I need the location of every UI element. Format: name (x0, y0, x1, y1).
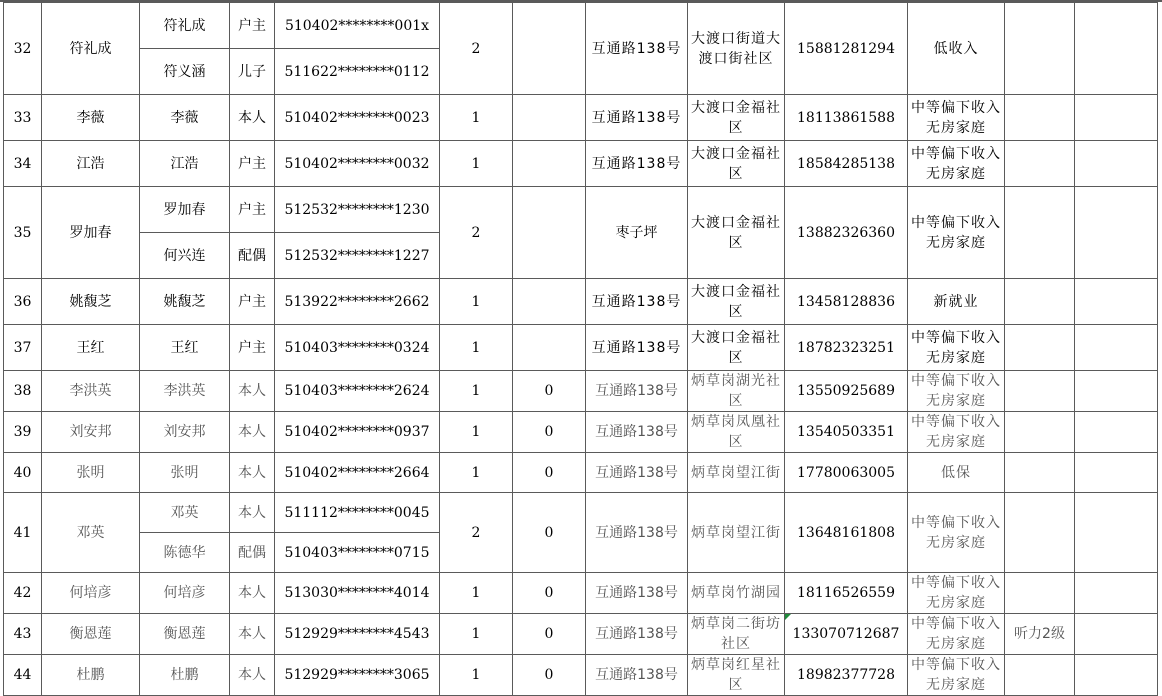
cell-community[interactable]: 大渡口金福社区 (688, 325, 785, 371)
cell-type[interactable]: 中等偏下收入无房家庭 (908, 371, 1005, 412)
cell-household-count[interactable]: 2 (440, 187, 513, 279)
cell-type[interactable]: 新就业 (908, 279, 1005, 325)
cell-community[interactable]: 大渡口金福社区 (688, 95, 785, 141)
cell-relation[interactable]: 本人 (230, 412, 275, 453)
cell-no[interactable]: 35 (4, 187, 42, 279)
cell-member-name[interactable]: 江浩 (140, 141, 230, 187)
cell-id-number[interactable]: 511112********0045 (275, 493, 440, 533)
cell-note[interactable] (1005, 279, 1075, 325)
cell-empty[interactable] (1075, 141, 1158, 187)
cell-community[interactable]: 大渡口街道大渡口街社区 (688, 3, 785, 95)
cell-phone[interactable]: 13540503351 (785, 412, 908, 453)
cell-applicant[interactable]: 邓英 (42, 493, 140, 573)
cell-id-number[interactable]: 513922********2662 (275, 279, 440, 325)
cell-type[interactable]: 中等偏下收入无房家庭 (908, 412, 1005, 453)
cell-phone[interactable]: 13458128836 (785, 279, 908, 325)
table-row (4, 493, 1158, 533)
cell-id-number[interactable]: 510403********0715 (275, 533, 440, 573)
cell-empty[interactable] (1075, 3, 1158, 95)
cell-relation[interactable]: 户主 (230, 325, 275, 371)
cell-id-number[interactable]: 513030********4014 (275, 573, 440, 614)
cell-id-number[interactable]: 512929********4543 (275, 614, 440, 655)
table-row (4, 187, 1158, 233)
cell-member-name[interactable]: 杜鹏 (140, 655, 230, 696)
cell-col6[interactable] (513, 95, 586, 141)
cell-community[interactable]: 大渡口金福社区 (688, 141, 785, 187)
cell-community[interactable]: 炳草岗湖光社区 (688, 371, 785, 412)
cell-relation[interactable]: 本人 (230, 614, 275, 655)
cell-id-number[interactable]: 510402********0937 (275, 412, 440, 453)
cell-empty[interactable] (1075, 573, 1158, 614)
cell-type[interactable]: 中等偏下收入无房家庭 (908, 573, 1005, 614)
cell-address[interactable]: 互通路138号 (586, 141, 688, 187)
cell-household-count[interactable]: 2 (440, 493, 513, 573)
cell-empty[interactable] (1075, 453, 1158, 493)
cell-community[interactable]: 炳草岗红星社区 (688, 655, 785, 696)
cell-address[interactable]: 枣子坪 (586, 187, 688, 279)
cell-col6[interactable] (513, 279, 586, 325)
cell-col6[interactable]: 0 (513, 412, 586, 453)
cell-id-number[interactable]: 510402********0023 (275, 95, 440, 141)
cell-address[interactable]: 互通路138号 (586, 453, 688, 493)
cell-address[interactable]: 互通路138号 (586, 279, 688, 325)
cell-no[interactable]: 44 (4, 655, 42, 696)
cell-address[interactable]: 互通路138号 (586, 95, 688, 141)
cell-address[interactable]: 互通路138号 (586, 325, 688, 371)
cell-empty[interactable] (1075, 655, 1158, 696)
table-body (4, 3, 1158, 696)
cell-no[interactable]: 36 (4, 279, 42, 325)
cell-empty[interactable] (1075, 493, 1158, 573)
cell-applicant[interactable]: 李洪英 (42, 371, 140, 412)
cell-phone[interactable]: 18982377728 (785, 655, 908, 696)
table-row (4, 95, 1158, 141)
cell-type[interactable]: 低保 (908, 453, 1005, 493)
table-row (4, 3, 1158, 49)
cell-phone[interactable]: 15881281294 (785, 3, 908, 95)
cell-phone[interactable]: 18584285138 (785, 141, 908, 187)
cell-household-count[interactable]: 1 (440, 141, 513, 187)
cell-type[interactable]: 低收入 (908, 3, 1005, 95)
cell-id-number[interactable]: 510402********2664 (275, 453, 440, 493)
cell-phone[interactable]: 18116526559 (785, 573, 908, 614)
cell-relation[interactable]: 户主 (230, 279, 275, 325)
cell-address[interactable]: 互通路138号 (586, 655, 688, 696)
cell-address[interactable]: 互通路138号 (586, 412, 688, 453)
table-row (4, 279, 1158, 325)
cell-member-name[interactable]: 何培彦 (140, 573, 230, 614)
cell-col6[interactable]: 0 (513, 493, 586, 573)
applicant-table (3, 2, 1158, 696)
cell-address[interactable]: 互通路138号 (586, 3, 688, 95)
cell-member-name[interactable]: 陈德华 (140, 533, 230, 573)
cell-phone[interactable]: 18782323251 (785, 325, 908, 371)
table-row (4, 655, 1158, 696)
cell-type[interactable]: 中等偏下收入无房家庭 (908, 95, 1005, 141)
cell-address[interactable]: 互通路138号 (586, 493, 688, 573)
cell-phone[interactable]: 13550925689 (785, 371, 908, 412)
table-row (4, 141, 1158, 187)
cell-empty[interactable] (1075, 95, 1158, 141)
cell-phone[interactable]: 17780063005 (785, 453, 908, 493)
cell-note[interactable] (1005, 95, 1075, 141)
cell-empty[interactable] (1075, 279, 1158, 325)
cell-applicant[interactable]: 衡恩莲 (42, 614, 140, 655)
cell-relation[interactable]: 本人 (230, 371, 275, 412)
cell-community[interactable]: 炳草岗望江街 (688, 493, 785, 573)
cell-no[interactable]: 40 (4, 453, 42, 493)
cell-note[interactable] (1005, 141, 1075, 187)
cell-member-name[interactable]: 符礼成 (140, 3, 230, 49)
cell-id-number[interactable]: 512532********1227 (275, 233, 440, 279)
cell-id-number[interactable]: 510403********2624 (275, 371, 440, 412)
cell-phone[interactable]: 13648161808 (785, 493, 908, 573)
cell-relation[interactable]: 户主 (230, 187, 275, 233)
cell-id-number[interactable]: 512929********3065 (275, 655, 440, 696)
cell-address[interactable]: 互通路138号 (586, 371, 688, 412)
cell-empty[interactable] (1075, 412, 1158, 453)
cell-empty[interactable] (1075, 614, 1158, 655)
cell-member-name[interactable]: 张明 (140, 453, 230, 493)
cell-col6[interactable]: 0 (513, 614, 586, 655)
cell-community[interactable]: 炳草岗望江街 (688, 453, 785, 493)
cell-relation[interactable]: 本人 (230, 95, 275, 141)
cell-phone[interactable]: 133070712687 (785, 614, 908, 655)
cell-relation[interactable]: 本人 (230, 453, 275, 493)
cell-type[interactable]: 中等偏下收入无房家庭 (908, 187, 1005, 279)
cell-type[interactable]: 中等偏下收入无房家庭 (908, 655, 1005, 696)
cell-id-number[interactable]: 510402********0032 (275, 141, 440, 187)
cell-address[interactable]: 互通路138号 (586, 614, 688, 655)
cell-community[interactable]: 炳草岗凤凰社区 (688, 412, 785, 453)
cell-community[interactable]: 炳草岗二街坊社区 (688, 614, 785, 655)
cell-type[interactable]: 中等偏下收入无房家庭 (908, 614, 1005, 655)
cell-relation[interactable]: 户主 (230, 141, 275, 187)
cell-no[interactable]: 43 (4, 614, 42, 655)
cell-type[interactable]: 中等偏下收入无房家庭 (908, 141, 1005, 187)
cell-col6[interactable]: 0 (513, 371, 586, 412)
cell-relation[interactable]: 户主 (230, 3, 275, 49)
cell-member-name[interactable]: 何兴连 (140, 233, 230, 279)
cell-household-count[interactable]: 1 (440, 325, 513, 371)
cell-relation[interactable]: 配偶 (230, 533, 275, 573)
cell-no[interactable]: 37 (4, 325, 42, 371)
cell-col6[interactable] (513, 187, 586, 279)
cell-community[interactable]: 炳草岗竹湖园 (688, 573, 785, 614)
cell-applicant[interactable]: 姚馥芝 (42, 279, 140, 325)
cell-household-count[interactable]: 1 (440, 412, 513, 453)
cell-household-count[interactable]: 1 (440, 655, 513, 696)
cell-note[interactable] (1005, 371, 1075, 412)
cell-empty[interactable] (1075, 325, 1158, 371)
cell-applicant[interactable]: 李薇 (42, 95, 140, 141)
cell-id-number[interactable]: 511622********0112 (275, 49, 440, 95)
cell-member-name[interactable]: 李薇 (140, 95, 230, 141)
cell-no[interactable]: 33 (4, 95, 42, 141)
cell-phone[interactable]: 13882326360 (785, 187, 908, 279)
cell-id-number[interactable]: 510402********001x (275, 3, 440, 49)
cell-member-name[interactable]: 衡恩莲 (140, 614, 230, 655)
cell-community[interactable]: 大渡口金福社区 (688, 187, 785, 279)
cell-household-count[interactable]: 1 (440, 573, 513, 614)
cell-note[interactable] (1005, 187, 1075, 279)
cell-address[interactable]: 互通路138号 (586, 573, 688, 614)
cell-note[interactable] (1005, 325, 1075, 371)
table-row (4, 325, 1158, 371)
cell-member-name[interactable]: 姚馥芝 (140, 279, 230, 325)
cell-note[interactable] (1005, 453, 1075, 493)
cell-applicant[interactable]: 江浩 (42, 141, 140, 187)
cell-col6[interactable] (513, 141, 586, 187)
cell-applicant[interactable]: 符礼成 (42, 3, 140, 95)
cell-applicant[interactable]: 刘安邦 (42, 412, 140, 453)
cell-member-name[interactable]: 王红 (140, 325, 230, 371)
cell-relation[interactable]: 本人 (230, 655, 275, 696)
cell-type[interactable]: 中等偏下收入无房家庭 (908, 493, 1005, 573)
cell-no[interactable]: 32 (4, 3, 42, 95)
cell-household-count[interactable]: 1 (440, 453, 513, 493)
cell-applicant[interactable]: 罗加春 (42, 187, 140, 279)
cell-member-name[interactable]: 符义涵 (140, 49, 230, 95)
cell-member-name[interactable]: 刘安邦 (140, 412, 230, 453)
cell-member-name[interactable]: 李洪英 (140, 371, 230, 412)
cell-empty[interactable] (1075, 371, 1158, 412)
cell-empty[interactable] (1075, 187, 1158, 279)
cell-col6[interactable] (513, 325, 586, 371)
table-row (4, 453, 1158, 493)
cell-note[interactable] (1005, 493, 1075, 573)
cell-col6[interactable] (513, 3, 586, 95)
cell-no[interactable]: 38 (4, 371, 42, 412)
cell-id-number[interactable]: 510403********0324 (275, 325, 440, 371)
cell-note[interactable] (1005, 655, 1075, 696)
cell-applicant[interactable]: 张明 (42, 453, 140, 493)
cell-relation[interactable]: 本人 (230, 493, 275, 533)
cell-relation[interactable]: 本人 (230, 573, 275, 614)
cell-note[interactable] (1005, 3, 1075, 95)
cell-type[interactable]: 中等偏下收入无房家庭 (908, 325, 1005, 371)
table-row (4, 371, 1158, 412)
table-row (4, 412, 1158, 453)
cell-col6[interactable]: 0 (513, 655, 586, 696)
cell-relation[interactable]: 配偶 (230, 233, 275, 279)
cell-applicant[interactable]: 王红 (42, 325, 140, 371)
cell-member-name[interactable]: 罗加春 (140, 187, 230, 233)
cell-relation[interactable]: 儿子 (230, 49, 275, 95)
table-row (4, 614, 1158, 655)
cell-col6[interactable]: 0 (513, 453, 586, 493)
cell-no[interactable]: 42 (4, 573, 42, 614)
cell-household-count[interactable]: 1 (440, 371, 513, 412)
cell-applicant[interactable]: 杜鹏 (42, 655, 140, 696)
cell-note[interactable] (1005, 573, 1075, 614)
cell-note[interactable]: 听力2级 (1005, 614, 1075, 655)
cell-note[interactable] (1005, 412, 1075, 453)
cell-applicant[interactable]: 何培彦 (42, 573, 140, 614)
cell-col6[interactable]: 0 (513, 573, 586, 614)
cell-no[interactable]: 39 (4, 412, 42, 453)
cell-community[interactable]: 大渡口金福社区 (688, 279, 785, 325)
cell-household-count[interactable]: 1 (440, 279, 513, 325)
cell-household-count[interactable]: 2 (440, 3, 513, 95)
cell-phone[interactable]: 18113861588 (785, 95, 908, 141)
table-row (4, 573, 1158, 614)
cell-household-count[interactable]: 1 (440, 95, 513, 141)
cell-no[interactable]: 41 (4, 493, 42, 573)
cell-member-name[interactable]: 邓英 (140, 493, 230, 533)
cell-household-count[interactable]: 1 (440, 614, 513, 655)
cell-no[interactable]: 34 (4, 141, 42, 187)
cell-id-number[interactable]: 512532********1230 (275, 187, 440, 233)
